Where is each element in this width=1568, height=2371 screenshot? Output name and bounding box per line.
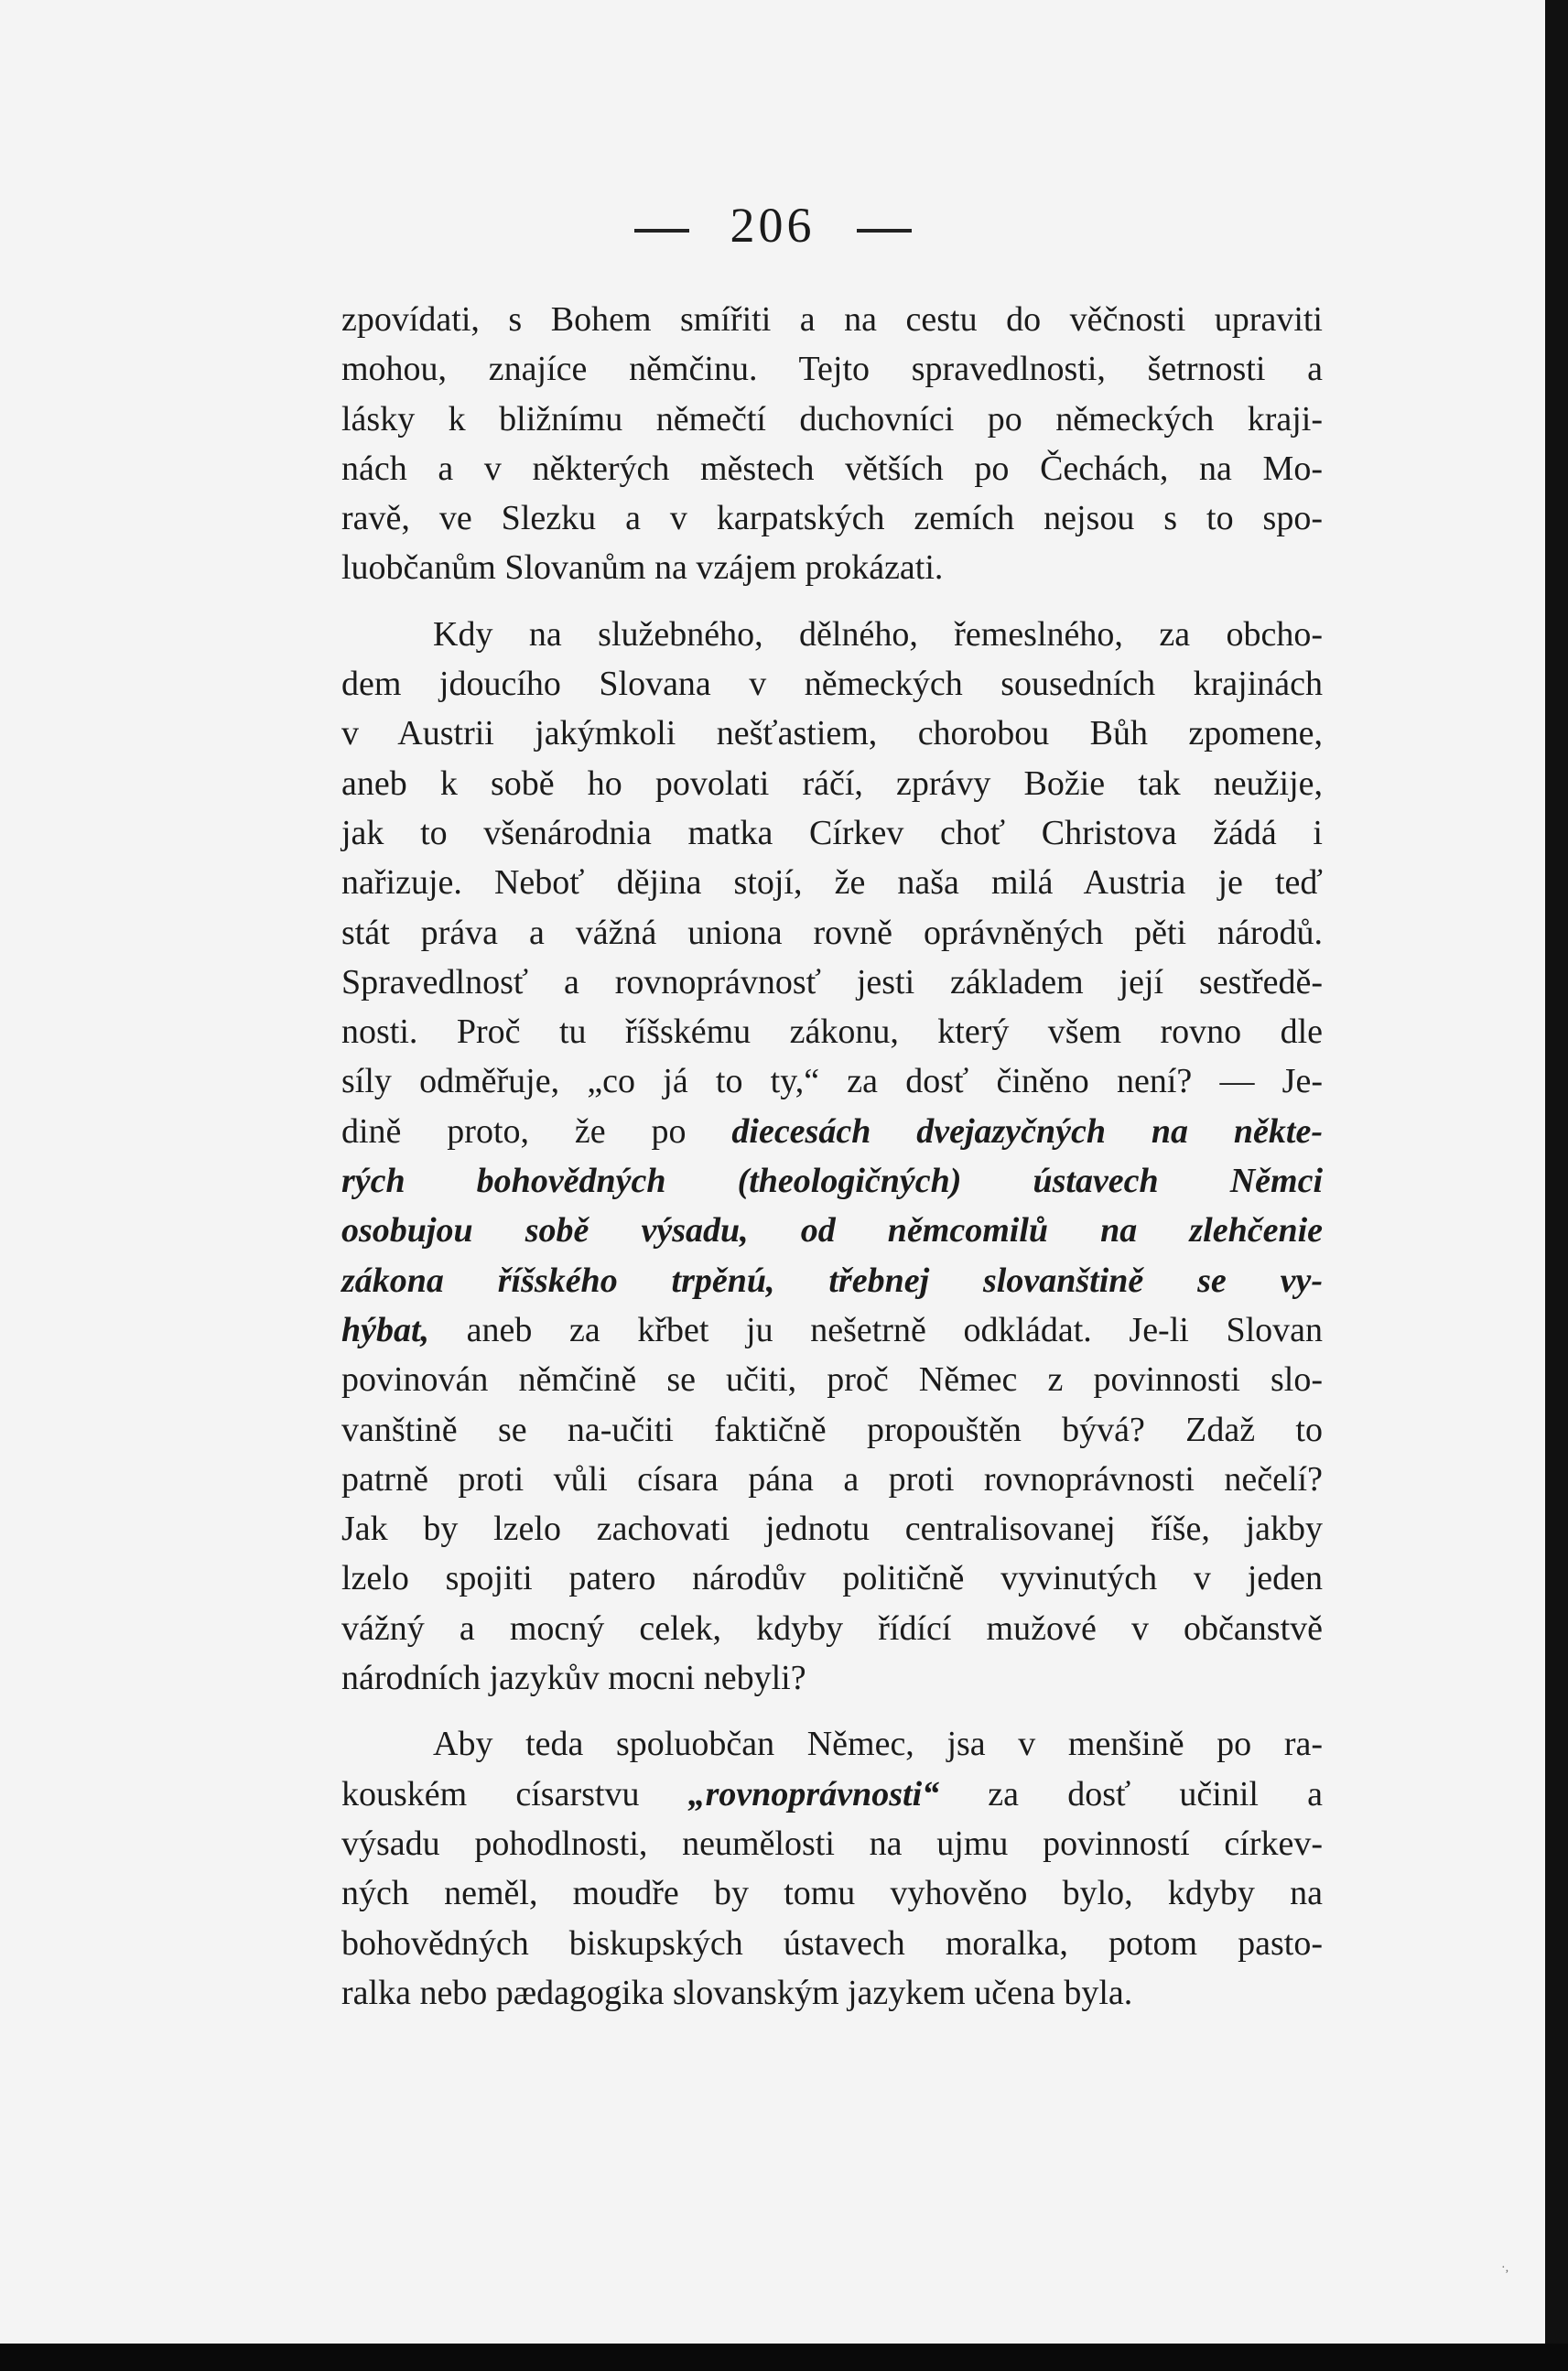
paragraph-gap: [341, 1703, 1323, 1719]
emphasis-text: „rovnoprávnosti“: [687, 1774, 940, 1813]
text-line: [341, 444, 1323, 493]
text-line: [341, 1554, 1323, 1603]
text-line: [341, 659, 1323, 709]
text-line: [341, 295, 1323, 344]
text-run: vážný a mocný celek, kdyby řídící mužové v občanstvě: [341, 1608, 1323, 1648]
text-run: bohovědných biskupských ústavech moralka, potom pasto-: [341, 1923, 1323, 1963]
text-line: [341, 1405, 1323, 1455]
text-line: [341, 1604, 1323, 1653]
text-run: kouském císarstvu: [341, 1774, 688, 1813]
paragraph-gap: [341, 593, 1323, 610]
text-run: vanštině se na-učiti faktičně propouštěn bývá? Zdaž to: [341, 1410, 1323, 1449]
emphasis-text: zákona říšského trpěnú, třebnej slovanštině se vy-: [341, 1261, 1323, 1300]
emphasis-text: rých bohovědných (theologičných) ústavech Němci: [341, 1162, 1323, 1201]
text-run: povinován němčině se učiti, proč Němec z povinnosti slo-: [341, 1360, 1323, 1400]
text-run: aneb za křbet ju nešetrně odkládat. Je-li Slovan: [429, 1310, 1323, 1349]
text-line: [341, 1355, 1323, 1404]
text-line: [341, 1455, 1323, 1504]
text-run: Aby teda spoluobčan Němec, jsa v menšině po ra-: [433, 1725, 1323, 1764]
text-line: [341, 1056, 1323, 1106]
text-line: [341, 1206, 1323, 1255]
emphasis-text: osobujou sobě výsadu, od němcomilů na zlehčenie: [341, 1211, 1323, 1250]
text-line: [341, 1919, 1323, 1968]
text-line: [341, 610, 1323, 659]
text-line: [341, 395, 1323, 444]
text-run: lzelo spojiti patero národův političně vyvinutých v jeden: [341, 1559, 1323, 1598]
text-line: [341, 1256, 1323, 1305]
text-run: za dosť učinil a: [939, 1774, 1323, 1813]
text-run: v Austrii jakýmkoli nešťastiem, chorobou Bůh zpomene,: [341, 714, 1323, 753]
text-line: [341, 858, 1323, 907]
text-line: [341, 344, 1323, 394]
folio-dash-right: [857, 229, 912, 233]
text-run: aneb k sobě ho povolati ráčí, zprávy Božie tak neužije,: [341, 763, 1323, 803]
text-run: Kdy na služebného, dělného, řemeslného, za obcho-: [433, 614, 1323, 654]
text-line: [341, 1719, 1323, 1769]
text-line: [341, 1504, 1323, 1554]
page-number: 206: [730, 198, 816, 253]
text-run: zpovídati, s Bohem smířiti a na cestu do věčnosti upraviti: [341, 300, 1323, 339]
text-line: [341, 759, 1323, 808]
text-run: lásky k bližnímu němečtí duchovníci po německých kraji-: [341, 399, 1323, 438]
text-line: [341, 808, 1323, 858]
body-text: [341, 295, 1323, 2018]
text-run: luobčanům Slovanům na vzájem prokázati.: [341, 548, 944, 588]
text-line: [341, 709, 1323, 758]
text-run: dině proto, že po: [341, 1111, 732, 1151]
text-line: [341, 958, 1323, 1007]
text-run: síly odměřuje, „co já to ty,“ za dosť činěno není? — Je-: [341, 1062, 1323, 1101]
text-run: Spravedlnosť a rovnoprávnosť jesti základem její sestředě-: [341, 962, 1323, 1001]
scan-edge-right: [1545, 0, 1568, 2371]
scan-edge-bottom: [0, 2344, 1568, 2371]
paragraph: [341, 295, 1323, 593]
text-line: [341, 1305, 1323, 1355]
text-run: jak to všenárodnia matka Církev choť Christova žádá i: [341, 813, 1323, 852]
text-line: [341, 1819, 1323, 1868]
text-line: [341, 1007, 1323, 1056]
folio-dash-left: [634, 229, 689, 233]
text-run: výsadu pohodlnosti, neumělosti na ujmu povinností církev-: [341, 1824, 1323, 1863]
text-run: nosti. Proč tu říšskému zákonu, který všem rovno dle: [341, 1012, 1323, 1052]
text-run: Jak by lzelo zachovati jednotu centralisovanej říše, jakby: [341, 1510, 1323, 1549]
page-number-header: [0, 197, 1545, 254]
text-run: dem jdoucího Slovana v německých sousedních krajinách: [341, 665, 1323, 704]
paragraph: [341, 1719, 1323, 2018]
text-line: [341, 1968, 1323, 2018]
text-run: národních jazykův mocni nebyli?: [341, 1659, 806, 1698]
text-run: nařizuje. Neboť dějina stojí, že naša milá Austria je teď: [341, 863, 1323, 903]
text-run: ravě, ve Slezku a v karpatských zemích nejsou s to spo-: [341, 499, 1323, 538]
emphasis-text: hýbat,: [341, 1310, 430, 1349]
text-run: ných neměl, moudře by tomu vyhověno bylo, kdyby na: [341, 1874, 1323, 1913]
text-line: [341, 543, 1323, 592]
text-run: ralka nebo pædagogika slovanským jazykem učena byla.: [341, 1973, 1133, 2012]
text-line: [341, 1868, 1323, 1918]
text-line: [341, 1653, 1323, 1703]
text-run: patrně proti vůli císara pána a proti rovnoprávnosti nečelí?: [341, 1459, 1323, 1499]
text-line: [341, 908, 1323, 958]
emphasis-text: diecesách dvejazyčných na někte-: [731, 1111, 1323, 1151]
text-run: nách a v některých městech větších po Čechách, na Mo-: [341, 449, 1323, 488]
text-line: [341, 493, 1323, 543]
text-run: stát práva a vážná uniona rovně oprávněných pěti národů.: [341, 913, 1323, 952]
paragraph: [341, 610, 1323, 1704]
scan-speck: ·,: [1501, 2261, 1509, 2275]
text-line: [341, 1107, 1323, 1156]
text-run: mohou, znajíce němčinu. Tejto spravedlnosti, šetrnosti a: [341, 350, 1323, 389]
text-line: [341, 1156, 1323, 1206]
text-line: [341, 1770, 1323, 1819]
